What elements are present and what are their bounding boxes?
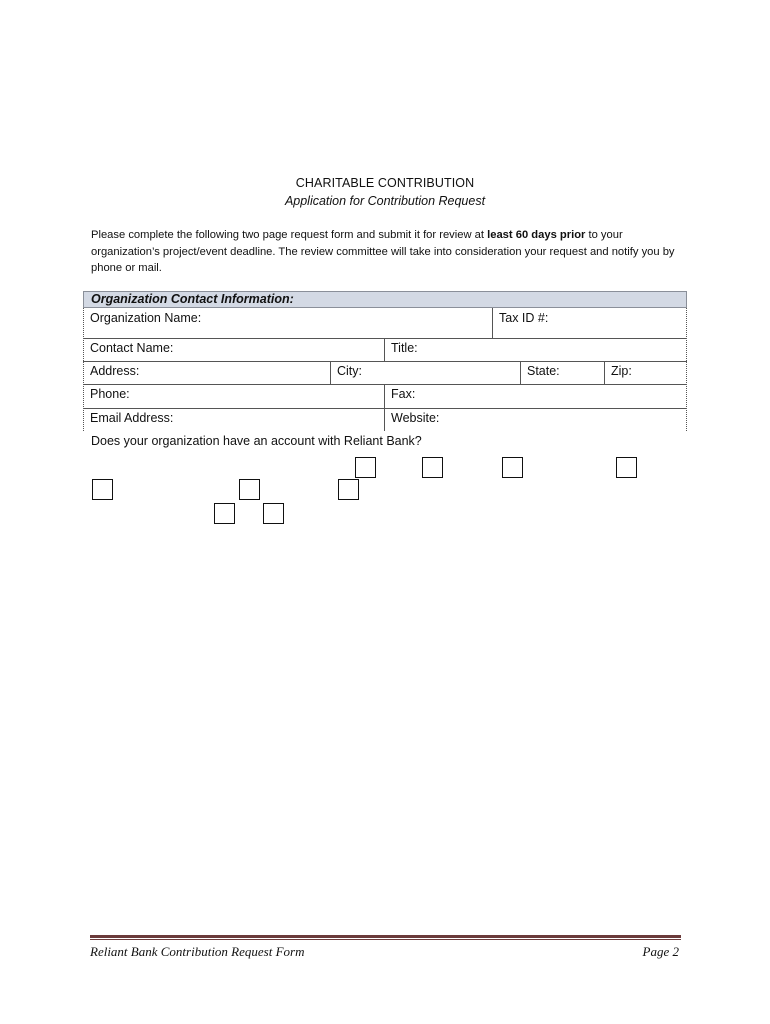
contact-name-label: Contact Name:: [90, 341, 174, 355]
city-label: City:: [337, 364, 362, 378]
intro-text-2: to your organization’s project/event deadline. The review committee will take into consideration your request and notify you by phone or mail.: [91, 229, 675, 274]
checkbox[interactable]: [338, 479, 359, 500]
tax-id-label: Tax ID #:: [499, 311, 549, 325]
email-field[interactable]: [83, 408, 384, 431]
address-field[interactable]: [83, 361, 330, 384]
zip-label: Zip:: [611, 364, 632, 378]
phone-label: Phone:: [90, 387, 130, 401]
intro-paragraph: [91, 227, 686, 277]
address-label: Address:: [90, 364, 140, 378]
state-field[interactable]: [520, 361, 604, 384]
fax-label: Fax:: [391, 387, 416, 401]
footer-form-name: Reliant Bank Contribution Request Form: [90, 944, 305, 959]
intro-text-1: Please complete the following two page request form and submit it for review at: [91, 229, 488, 241]
intro-deadline-emphasis: least 60 days prior: [487, 229, 586, 241]
email-label: Email Address:: [90, 411, 174, 425]
tax-id-field[interactable]: [492, 308, 687, 338]
title-field[interactable]: [384, 338, 687, 361]
checkbox[interactable]: [422, 457, 443, 478]
organization-name-field[interactable]: [83, 308, 492, 338]
footer-rule: [90, 939, 681, 940]
bank-account-question: Does your organization have an account with Reliant Bank?: [91, 434, 422, 448]
footer-rule: [90, 935, 681, 938]
title-label: Title:: [391, 341, 418, 355]
organization-name-label: Organization Name:: [90, 311, 202, 325]
footer-page-number: Page 2: [642, 944, 679, 959]
checkbox[interactable]: [92, 479, 113, 500]
fax-field[interactable]: [384, 384, 687, 408]
contact-name-field[interactable]: [83, 338, 384, 361]
document-title: CHARITABLE CONTRIBUTION: [295, 176, 475, 190]
checkbox[interactable]: [616, 457, 637, 478]
phone-field[interactable]: [83, 384, 384, 408]
checkbox[interactable]: [239, 479, 260, 500]
section-header: Organization Contact Information:: [83, 291, 687, 308]
checkbox[interactable]: [502, 457, 523, 478]
website-field[interactable]: [384, 408, 687, 431]
checkbox[interactable]: [214, 503, 235, 524]
city-field[interactable]: [330, 361, 520, 384]
checkbox[interactable]: [355, 457, 376, 478]
organization-contact-form: [83, 291, 687, 431]
checkbox[interactable]: [263, 503, 284, 524]
website-label: Website:: [391, 411, 440, 425]
zip-field[interactable]: [604, 361, 687, 384]
document-subtitle: Application for Contribution Request: [284, 194, 486, 208]
state-label: State:: [527, 364, 560, 378]
